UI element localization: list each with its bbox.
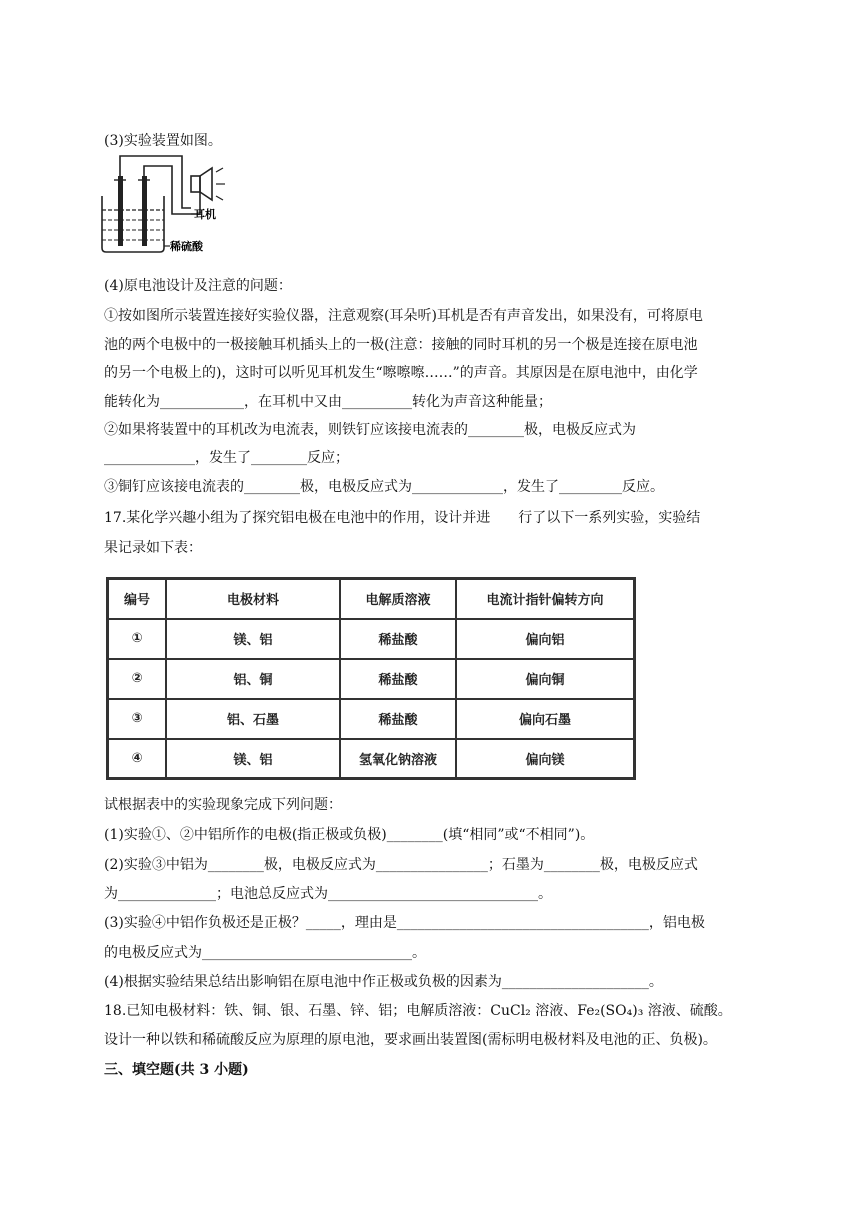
- table-header-row: [108, 579, 635, 619]
- line-q17-part2a: (2)实验③中铝为________极，电极反应式为________________；石墨为________极，电极反应式: [104, 857, 698, 873]
- table-cell: 铝、石墨: [166, 699, 340, 739]
- table-cell: ②: [108, 659, 167, 699]
- line-apparatus-intro: (3)实验装置如图。: [104, 133, 222, 149]
- table-row: [108, 699, 635, 739]
- table-cell: 稀盐酸: [340, 699, 456, 739]
- table-cell: ③: [108, 699, 167, 739]
- table-cell: ①: [108, 619, 167, 659]
- header-cell: 电极材料: [166, 579, 340, 619]
- header-cell: 电流计指针偏转方向: [456, 579, 635, 619]
- table-row: [108, 739, 635, 779]
- table-cell: 镁、铝: [166, 739, 340, 779]
- earphone-label: 耳机: [194, 208, 216, 221]
- table-cell: 氢氧化钠溶液: [340, 739, 456, 779]
- table-row: [108, 659, 635, 699]
- table-cell: 偏向石墨: [456, 699, 635, 739]
- header-cell: 电解质溶液: [340, 579, 456, 619]
- line-q17-stem-a: 17.某化学兴趣小组为了探究铝电极在电池中的作用，设计并进 行了以下一系列实验，实验结: [104, 510, 701, 526]
- experiment-results-table: [106, 577, 636, 780]
- line-q17-part4: (4)根据实验结果总结出影响铝在原电池中作正极或负极的因素为_____________________。: [104, 974, 663, 990]
- table-cell: 偏向铝: [456, 619, 635, 659]
- line-note-2b: _____________，发生了________反应；: [104, 450, 349, 466]
- line-note-1c: 的另一个电极上的)，这时可以听见耳机发生“嚓嚓嚓……”的声音。其原因是在原电池中，由化学: [104, 365, 698, 381]
- table-cell: 稀盐酸: [340, 619, 456, 659]
- section-heading-fill-in: 三、填空题(共 3 小题): [104, 1062, 249, 1078]
- line-note-1d: 能转化为____________，在耳机中又由__________转化为声音这种能量；: [104, 394, 552, 410]
- line-q17-part1: (1)实验①、②中铝所作的电极(指正极或负极)________(填“相同”或“不相同”)。: [104, 827, 595, 843]
- table-cell: ④: [108, 739, 167, 779]
- table-cell: 偏向铜: [456, 659, 635, 699]
- line-q17-part3b: 的电极反应式为______________________________。: [104, 945, 426, 961]
- table-cell: 稀盐酸: [340, 659, 456, 699]
- line-note-2a: ②如果将装置中的耳机改为电流表，则铁钉应该接电流表的________极，电极反应式为: [104, 422, 636, 438]
- header-cell: 编号: [108, 579, 167, 619]
- line-q17-part3a: (3)实验④中铝作负极还是正极？_____，理由是____________________________________，铝电极: [104, 915, 705, 931]
- table-cell: 偏向镁: [456, 739, 635, 779]
- table-cell: 镁、铝: [166, 619, 340, 659]
- line-q17-instruction: 试根据表中的实验现象完成下列问题：: [104, 797, 342, 813]
- line-note-3: ③铜钉应该接电流表的________极，电极反应式为_____________，发生了_________反应。: [104, 479, 664, 495]
- line-note-1a: ①按如图所示装置连接好实验仪器，注意观察(耳朵听)耳机是否有声音发出，如果没有，可将原电: [104, 308, 703, 324]
- line-q18-stem-a: 18.已知电极材料：铁、铜、银、石墨、锌、铝；电解质溶液：CuCl₂ 溶液、Fe₂(SO₄)₃ 溶液、硫酸。: [104, 1003, 732, 1019]
- dilute-sulfuric-acid-label: 稀硫酸: [170, 240, 203, 253]
- table-row: [108, 619, 635, 659]
- battery-earphone-diagram: [98, 152, 228, 257]
- line-q18-stem-b: 设计一种以铁和稀硫酸反应为原理的原电池，要求画出装置图(需标明电极材料及电池的正、负极)。: [104, 1032, 717, 1048]
- line-q17-part2b: 为______________；电池总反应式为______________________________。: [104, 886, 552, 902]
- line-design-notes-title: (4)原电池设计及注意的问题：: [104, 278, 292, 294]
- line-q17-stem-b: 果记录如下表：: [104, 540, 202, 556]
- table-cell: 铝、铜: [166, 659, 340, 699]
- line-note-1b: 池的两个电极中的一极接触耳机插头上的一极(注意：接触的同时耳机的另一个极是连接在原电池: [104, 337, 698, 353]
